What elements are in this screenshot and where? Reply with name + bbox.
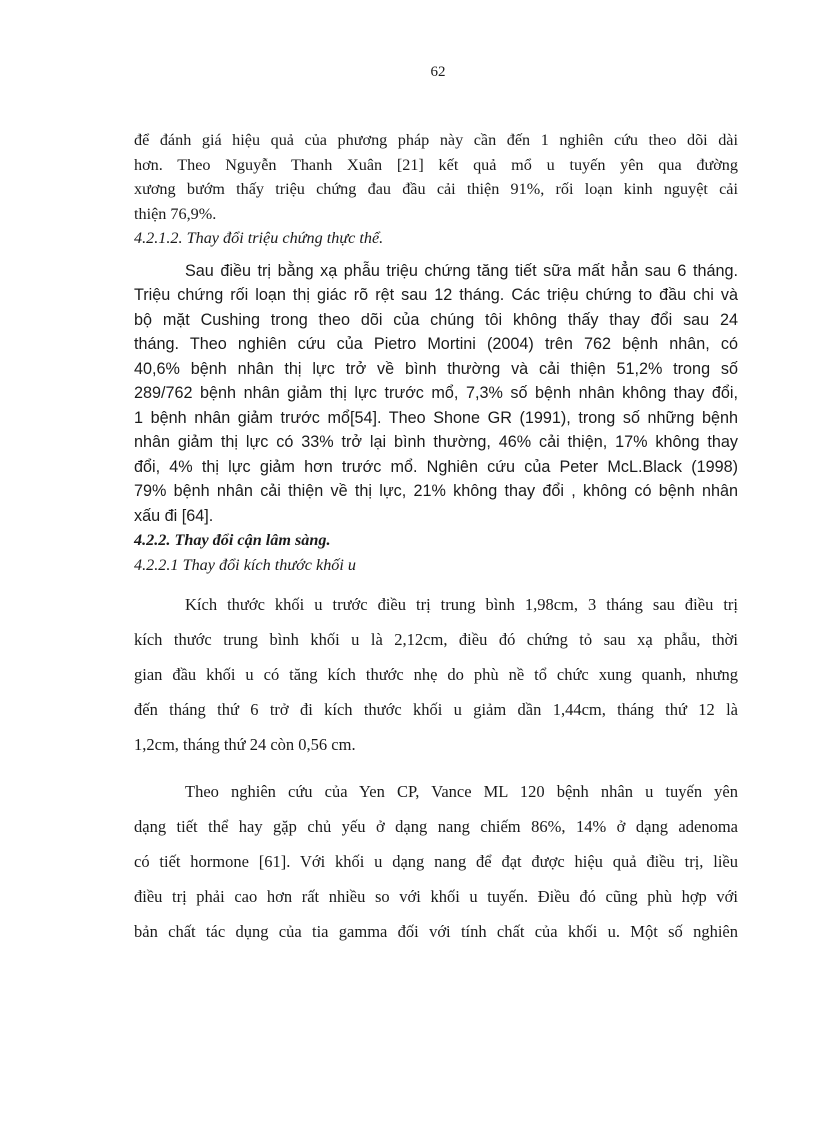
text-line: 40,6% bệnh nhân thị lực trở về bình thường và cải thiện 51,2% trong số — [134, 359, 738, 378]
text-line: nhân giảm thị lực có 33% trở lại bình thường, 46% cải thiện, 17% không thay — [134, 433, 738, 451]
text-line: bản chất tác dụng của tia gamma đối với tính chất của khối u. Một số nghiên — [134, 922, 738, 941]
text-line: 1 bệnh nhân giảm trước mổ[54]. Theo Shone GR (1991), trong số những bệnh — [134, 408, 738, 427]
text-line: hơn. Theo Nguyễn Thanh Xuân [21] kết quả mổ u tuyến yên qua đường — [134, 155, 738, 174]
text-line: để đánh giá hiệu quả của phương pháp này cần đến 1 nghiên cứu theo dõi dài — [134, 131, 738, 149]
text-line: 1,2cm, tháng thứ 24 còn 0,56 cm. — [134, 735, 356, 754]
text-line: thiện 76,9%. — [134, 204, 217, 223]
text-line: Theo nghiên cứu của Yen CP, Vance ML 120 bệnh nhân u tuyến yên — [185, 782, 738, 801]
text-line: 289/762 bệnh nhân giảm thị lực trước mổ, 7,3% số bệnh nhân không thay đổi, — [134, 384, 738, 402]
paragraph-tumor-size — [134, 587, 738, 762]
text-line: xấu đi [64]. — [134, 506, 214, 525]
text-line: điều trị phải cao hơn rất nhiều so với khối u tuyến. Điều đó cũng phù hợp với — [134, 887, 738, 906]
section-heading-4-2-2: 4.2.2. Thay đổi cận lâm sàng. — [134, 531, 331, 549]
text-line: Sau điều trị bằng xạ phẫu triệu chứng tăng tiết sữa mất hẳn sau 6 tháng. — [185, 261, 738, 280]
paragraph-yen-vance-study — [134, 774, 738, 949]
text-line: dạng tiết thể hay gặp chủ yếu ở dạng nang chiếm 86%, 14% ở dạng adenoma — [134, 817, 738, 836]
paragraph-continuation — [134, 128, 738, 226]
text-line: 79% bệnh nhân cải thiện về thị lực, 21% không thay đổi , không có bệnh nhân — [134, 482, 738, 500]
text-line: đổi, 4% thị lực giảm hơn trước mổ. Nghiên cứu của Peter McL.Black (1998) — [134, 457, 738, 476]
text-line: tháng. Theo nghiên cứu của Pietro Mortini (2004) trên 762 bệnh nhân, có — [134, 335, 738, 353]
section-heading-4-2-1-2: 4.2.1.2. Thay đổi triệu chứng thực thể. — [134, 229, 384, 247]
page-number: 62 — [430, 64, 446, 80]
paragraph-physical-symptoms — [134, 259, 738, 529]
section-heading-4-2-2-1: 4.2.2.1 Thay đổi kích thước khối u — [134, 555, 357, 574]
text-line: gian đầu khối u có tăng kích thước nhẹ do phù nề tổ chức xung quanh, nhưng — [134, 665, 738, 684]
text-line: có tiết hormone [61]. Với khối u dạng nang để đạt được hiệu quả điều trị, liều — [134, 852, 738, 871]
document-body — [134, 128, 738, 949]
text-line: Triệu chứng rối loạn thị giác rõ rệt sau 12 tháng. Các triệu chứng to đầu chi và — [134, 286, 738, 304]
text-line: bộ mặt Cushing trong theo dõi của chúng tôi không thấy thay đổi sau 24 — [134, 310, 738, 329]
text-line: kích thước trung bình khối u là 2,12cm, điều đó chứng tỏ sau xạ phẫu, thời — [134, 630, 738, 649]
text-line: xương bướm thấy triệu chứng đau đầu cải thiện 91%, rối loạn kinh nguyệt cải — [134, 180, 738, 198]
text-line: Kích thước khối u trước điều trị trung bình 1,98cm, 3 tháng sau điều trị — [185, 595, 738, 614]
text-line: đến tháng thứ 6 trở đi kích thước khối u giảm dần 1,44cm, tháng thứ 12 là — [134, 700, 738, 719]
